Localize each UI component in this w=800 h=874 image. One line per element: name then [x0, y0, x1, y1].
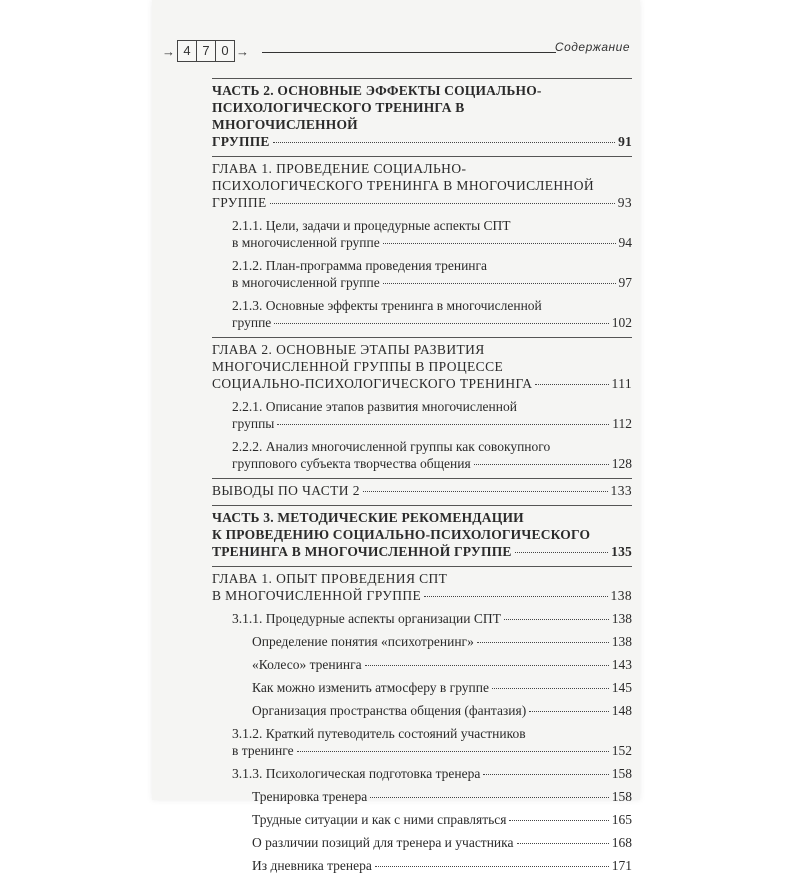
toc-entry — [232, 257, 632, 291]
toc-entry-line: 2.2.2. Анализ многочисленной группы как совокупного — [232, 439, 551, 454]
dot-leader — [363, 491, 608, 492]
toc-entry — [252, 656, 632, 673]
toc-entry — [252, 811, 632, 828]
toc-page-number: 112 — [612, 416, 632, 431]
toc-entry — [212, 478, 632, 499]
toc-page-number: 171 — [611, 858, 632, 873]
dot-leader — [529, 711, 609, 712]
toc-page-number: 138 — [611, 634, 632, 649]
toc-entry-line: 2.1.3. Основные эффекты тренинга в многочисленной — [232, 298, 542, 313]
arrow-right-icon: → — [236, 43, 249, 59]
toc-entry — [252, 679, 632, 696]
toc-page-number: 133 — [610, 483, 632, 498]
page-digit: 4 — [177, 40, 197, 62]
toc-entry — [232, 297, 632, 331]
toc-entry — [232, 610, 632, 627]
toc-entry-line: ПСИХОЛОГИЧЕСКОГО ТРЕНИНГА В МНОГОЧИСЛЕННОЙ — [212, 178, 594, 193]
dot-leader — [274, 323, 608, 324]
toc-entry — [252, 702, 632, 719]
toc-entry — [212, 337, 632, 392]
dot-leader — [509, 820, 608, 821]
toc-page-number: 165 — [611, 812, 632, 827]
toc-entry-title: В МНОГОЧИСЛЕННОЙ ГРУППЕ — [212, 588, 422, 603]
toc-entry-title: в многочисленной группе — [232, 235, 380, 250]
toc-page-number: 158 — [611, 789, 632, 804]
toc-page-number: 94 — [618, 235, 632, 250]
dot-leader — [370, 797, 608, 798]
toc-page-number: 145 — [611, 680, 632, 695]
toc-entry-title: ТРЕНИНГА В МНОГОЧИСЛЕННОЙ ГРУППЕ — [212, 544, 512, 559]
toc-entry-title: Организация пространства общения (фантазия) — [252, 703, 527, 718]
dot-leader — [517, 843, 609, 844]
dot-leader — [477, 642, 609, 643]
toc-page-number: 138 — [611, 611, 632, 626]
toc-entry-title: 3.1.1. Процедурные аспекты организации СПТ — [232, 611, 501, 626]
toc-entry-line: ЧАСТЬ 2. ОСНОВНЫЕ ЭФФЕКТЫ СОЦИАЛЬНО- — [212, 83, 542, 98]
toc-page-number: 168 — [611, 835, 632, 850]
toc-entry-title: 3.1.3. Психологическая подготовка тренера — [232, 766, 481, 781]
toc-page-number: 143 — [611, 657, 632, 672]
dot-leader — [365, 665, 609, 666]
toc-entry-line: ЧАСТЬ 3. МЕТОДИЧЕСКИЕ РЕКОМЕНДАЦИИ — [212, 510, 524, 525]
toc-entry-line: 2.1.1. Цели, задачи и процедурные аспекты СПТ — [232, 218, 511, 233]
toc-page-number: 152 — [611, 743, 632, 758]
toc-entry — [212, 156, 632, 211]
dot-leader — [375, 866, 609, 867]
running-head: Содержание — [554, 40, 630, 54]
toc-page-number: 138 — [610, 588, 632, 603]
dot-leader — [492, 688, 609, 689]
toc-entry — [252, 857, 632, 874]
dot-leader — [270, 203, 615, 204]
toc-entry — [212, 505, 632, 560]
toc-entry — [212, 78, 632, 150]
dot-leader — [277, 424, 609, 425]
toc-entry-line: К ПРОВЕДЕНИЮ СОЦИАЛЬНО-ПСИХОЛОГИЧЕСКОГО — [212, 527, 591, 542]
toc-entry-title: группы — [232, 416, 275, 431]
toc-page-number: 91 — [618, 134, 632, 149]
toc-entry-line: 2.1.2. План-программа проведения тренинга — [232, 258, 488, 273]
toc-entry — [232, 438, 632, 472]
toc-entry-line: 3.1.2. Краткий путеводитель состояний участников — [232, 726, 526, 741]
toc-entry — [232, 725, 632, 759]
toc-page-number: 102 — [611, 315, 632, 330]
toc-entry — [232, 217, 632, 251]
toc-entry-title: группового субъекта творчества общения — [232, 456, 471, 471]
toc-entry-title: ВЫВОДЫ ПО ЧАСТИ 2 — [212, 483, 360, 498]
toc-entry-title: ГРУППЕ — [212, 134, 270, 149]
toc-page-number: 135 — [611, 544, 632, 559]
page-digit: 0 — [215, 40, 235, 62]
toc-entry — [252, 834, 632, 851]
toc-page-number: 148 — [611, 703, 632, 718]
toc-entry-title: группе — [232, 315, 272, 330]
page-digit: 7 — [196, 40, 216, 62]
toc-page-number: 158 — [611, 766, 632, 781]
dot-leader — [297, 751, 609, 752]
toc-entry-line: ГЛАВА 2. ОСНОВНЫЕ ЭТАПЫ РАЗВИТИЯ — [212, 342, 485, 357]
toc-entry-title: в многочисленной группе — [232, 275, 380, 290]
toc-entry-line: ГЛАВА 1. ОПЫТ ПРОВЕДЕНИЯ СПТ — [212, 571, 448, 586]
dot-leader — [515, 552, 609, 553]
dot-leader — [504, 619, 609, 620]
dot-leader — [424, 596, 607, 597]
table-of-contents — [212, 72, 632, 874]
toc-page-number: 128 — [611, 456, 632, 471]
toc-entry-line: ГЛАВА 1. ПРОВЕДЕНИЕ СОЦИАЛЬНО- — [212, 161, 467, 176]
toc-entry-title: в тренинге — [232, 743, 294, 758]
toc-page-number: 97 — [618, 275, 632, 290]
toc-entry — [252, 633, 632, 650]
toc-entry — [232, 765, 632, 782]
toc-entry-title: Определение понятия «психотренинг» — [252, 634, 474, 649]
toc-entry-line: 2.2.1. Описание этапов развития многочисленной — [232, 399, 517, 414]
dot-leader — [474, 464, 609, 465]
toc-entry — [252, 788, 632, 805]
toc-entry-title: СОЦИАЛЬНО-ПСИХОЛОГИЧЕСКОГО ТРЕНИНГА — [212, 376, 533, 391]
toc-entry-title: «Колесо» тренинга — [252, 657, 362, 672]
toc-page-number: 93 — [617, 195, 632, 210]
dot-leader — [273, 142, 615, 143]
toc-entry-title: О различии позиций для тренера и участника — [252, 835, 514, 850]
dot-leader — [483, 774, 608, 775]
toc-entry-title: Как можно изменить атмосферу в группе — [252, 680, 489, 695]
arrow-left-icon: → — [162, 43, 175, 59]
header-rule — [262, 52, 556, 53]
book-page — [152, 0, 640, 873]
toc-entry-title: ГРУППЕ — [212, 195, 267, 210]
toc-entry — [232, 398, 632, 432]
page-header — [160, 36, 634, 64]
toc-entry — [212, 566, 632, 604]
toc-entry-line: ПСИХОЛОГИЧЕСКОГО ТРЕНИНГА В МНОГОЧИСЛЕННОЙ — [212, 100, 465, 132]
toc-entry-title: Тренировка тренера — [252, 789, 368, 804]
toc-page-number: 111 — [611, 376, 632, 391]
toc-entry-title: Из дневника тренера — [252, 858, 372, 873]
dot-leader — [535, 384, 608, 385]
toc-entry-title: Трудные ситуации и как с ними справляться — [252, 812, 507, 827]
page-number-box — [160, 40, 251, 62]
dot-leader — [383, 283, 616, 284]
toc-entry-line: МНОГОЧИСЛЕННОЙ ГРУППЫ В ПРОЦЕССЕ — [212, 359, 504, 374]
dot-leader — [383, 243, 616, 244]
